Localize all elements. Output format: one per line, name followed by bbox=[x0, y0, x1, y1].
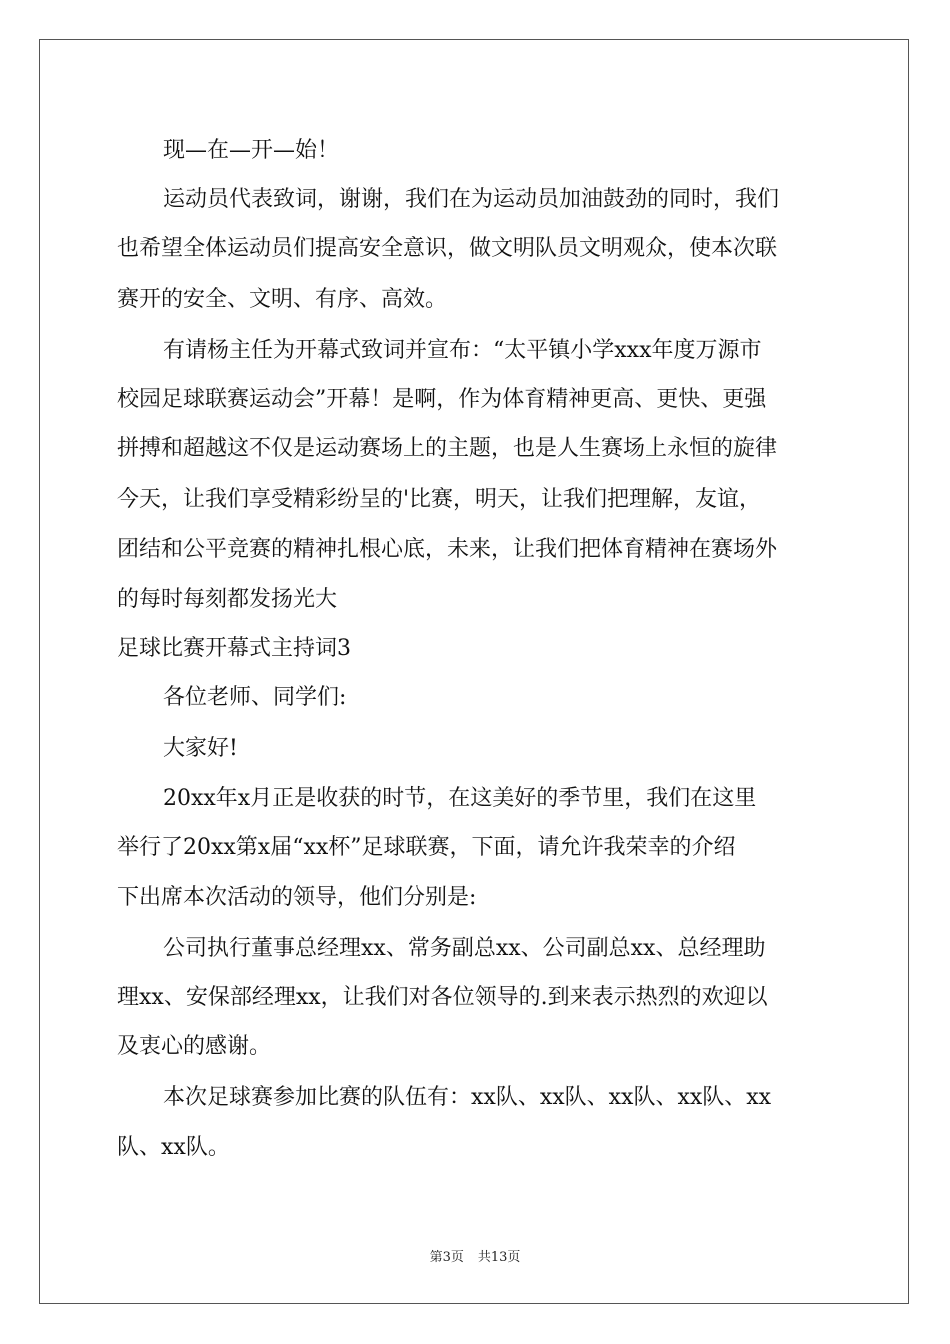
paragraph-line: 本次足球赛参加比赛的队伍有：xx队、xx队、xx队、xx队、xx bbox=[163, 1085, 772, 1110]
page-footer bbox=[0, 1246, 950, 1265]
paragraph-line: 及衷心的感谢。 bbox=[117, 1034, 272, 1059]
page-number: 第3页 bbox=[429, 1250, 464, 1265]
paragraph-line: 公司执行董事总经理xx、常务副总xx、公司副总xx、总经理助 bbox=[163, 936, 766, 961]
paragraph-line: 运动员代表致词，谢谢，我们在为运动员加油鼓劲的同时，我们 bbox=[163, 187, 780, 212]
paragraph-line: 团结和公平竞赛的精神扎根心底，未来，让我们把体育精神在赛场外 bbox=[117, 537, 778, 562]
paragraph-line: 拼搏和超越这不仅是运动赛场上的主题，也是人生赛场上永恒的旋律 bbox=[117, 436, 778, 461]
paragraph-line: 校园足球联赛运动会”开幕！是啊，作为体育精神更高、更快、更强 bbox=[117, 387, 767, 412]
paragraph-line: 的每时每刻都发扬光大 bbox=[117, 587, 338, 612]
section-heading: 足球比赛开幕式主持词3 bbox=[117, 636, 351, 661]
paragraph-line: 赛开的安全、文明、有序、高效。 bbox=[117, 287, 448, 312]
paragraph-line: 有请杨主任为开幕式致词并宣布：“太平镇小学xxx年度万源市 bbox=[163, 338, 762, 363]
page-frame bbox=[39, 39, 909, 1304]
paragraph-line: 今天，让我们享受精彩纷呈的'比赛，明天，让我们把理解，友谊， bbox=[117, 487, 762, 512]
salutation: 各位老师、同学们: bbox=[163, 685, 347, 710]
paragraph-line: 现—在—开—始！ bbox=[163, 138, 340, 163]
paragraph-line: 也希望全体运动员们提高安全意识，做文明队员文明观众，使本次联 bbox=[117, 236, 778, 261]
page-total: 共13页 bbox=[477, 1250, 521, 1265]
paragraph-line: 理xx、安保部经理xx，让我们对各位领导的.到来表示热烈的欢迎以 bbox=[117, 985, 768, 1010]
greeting: 大家好! bbox=[163, 736, 238, 761]
paragraph-line: 下出席本次活动的领导，他们分别是: bbox=[117, 885, 477, 910]
paragraph-line: 举行了20xx第x届“xx杯”足球联赛，下面，请允许我荣幸的介绍 bbox=[117, 835, 736, 860]
paragraph-line: 20xx年x月正是收获的时节，在这美好的季节里，我们在这里 bbox=[163, 786, 757, 811]
paragraph-line: 队、xx队。 bbox=[117, 1135, 230, 1160]
